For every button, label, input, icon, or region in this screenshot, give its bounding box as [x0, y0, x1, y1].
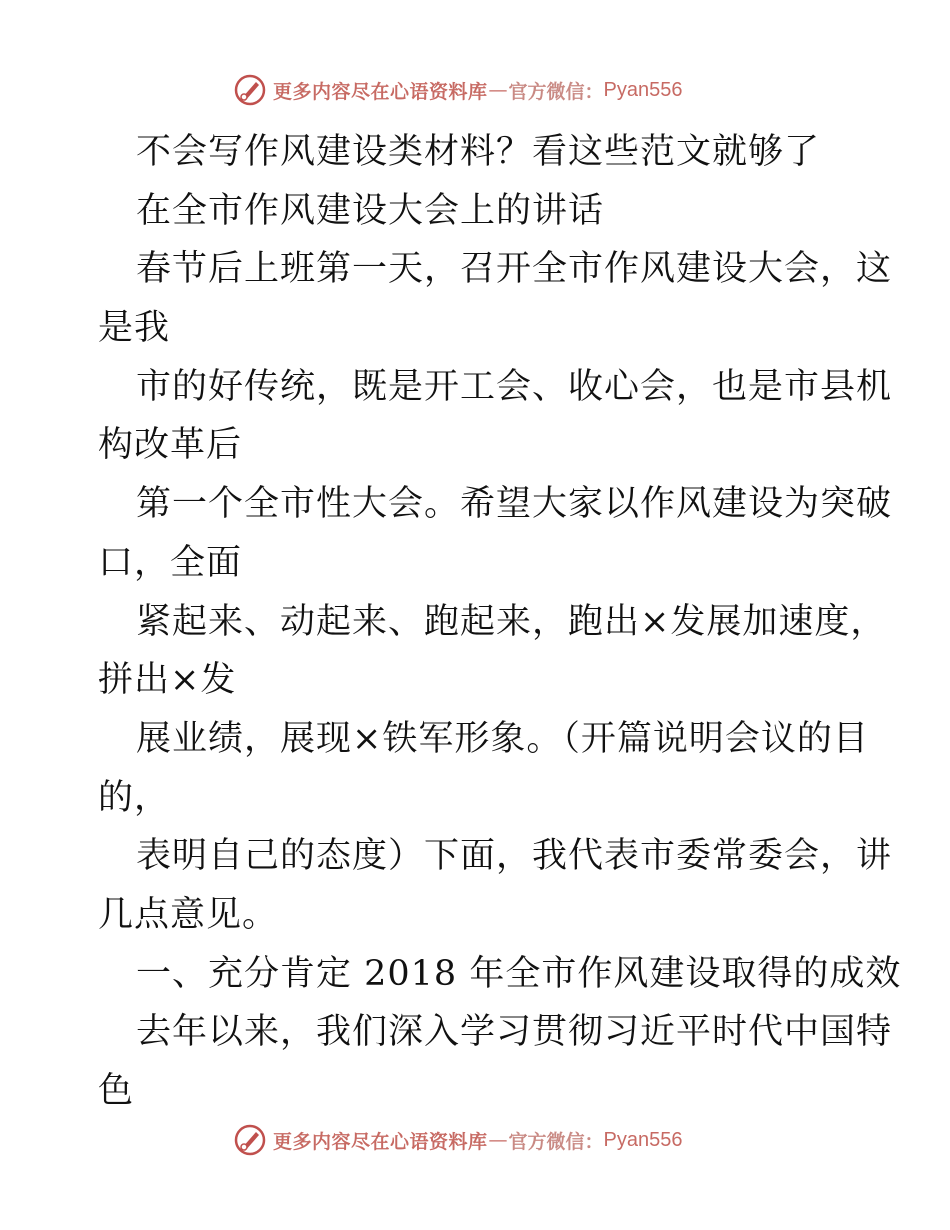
- text-line: 展业绩，展现×铁军形象。（开篇说明会议的目: [136, 718, 869, 759]
- text-line: 春节后上班第一天，召开全市作风建设大会，这: [136, 249, 893, 290]
- banner-wechat-label: 官方微信：: [508, 80, 604, 103]
- text-line: 的，: [98, 777, 171, 818]
- document-title: 不会写作风建设类材料？看这些范文就够了: [136, 132, 821, 172]
- text-line: 构改革后: [98, 425, 243, 466]
- banner-wechat-id: Pyan556: [603, 78, 683, 101]
- text-line: 去年以来，我们深入学习贯彻习近平时代中国特: [136, 1012, 893, 1053]
- banner-wechat-label: 官方微信：: [508, 1130, 604, 1153]
- text-line: 是我: [98, 308, 171, 349]
- banner-wechat-id: Pyan556: [603, 1128, 683, 1151]
- banner-separator: —: [488, 1129, 508, 1151]
- document-body: [98, 123, 902, 1121]
- brush-pen-logo-icon: [233, 1123, 267, 1157]
- text-line: 口，全面: [98, 542, 243, 583]
- banner-title: 更多内容尽在心语资料库: [273, 1130, 488, 1153]
- section-heading: 一、充分肯定 2018 年全市作风建设取得的成效: [136, 953, 902, 994]
- text-line: 几点意见。: [98, 894, 279, 935]
- text-line: 市的好传统，既是开工会、收心会，也是市县机: [136, 366, 893, 407]
- text-line: 紧起来、动起来、跑起来，跑出×发展加速度，: [136, 601, 887, 642]
- text-line: 拼出×发: [98, 660, 237, 701]
- speech-title: 在全市作风建设大会上的讲话: [136, 190, 605, 231]
- brush-pen-logo-icon: [233, 73, 267, 107]
- text-line: 表明自己的态度）下面，我代表市委常委会，讲: [136, 836, 893, 877]
- footer-banner: [233, 1123, 683, 1157]
- header-banner: [233, 73, 683, 107]
- text-line: 色: [98, 1071, 135, 1111]
- banner-title: 更多内容尽在心语资料库: [273, 80, 488, 103]
- banner-separator: —: [488, 79, 508, 101]
- text-line: 第一个全市性大会。希望大家以作风建设为突破: [136, 484, 893, 525]
